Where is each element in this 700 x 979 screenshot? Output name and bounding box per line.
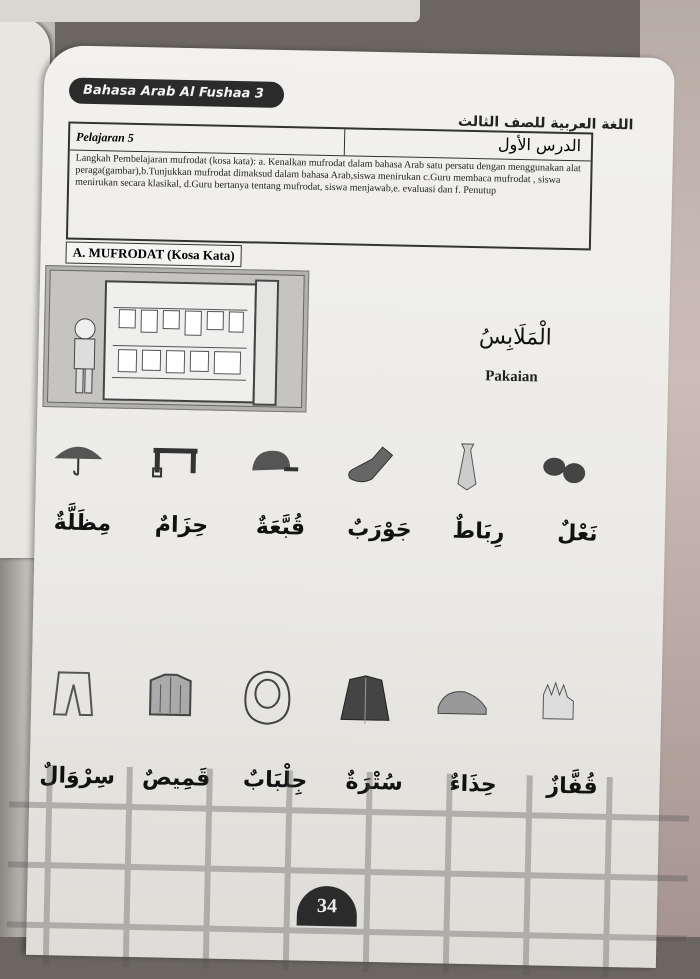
glove-icon (527, 675, 592, 732)
workbook-page (26, 45, 675, 968)
sock-icon (337, 436, 402, 493)
arabic-header: اللغة العربية للصف الثالث (458, 114, 634, 134)
word-sandals: نَعْلٌ (530, 520, 626, 547)
icon-row-2 (41, 665, 592, 733)
sandals-icon (532, 440, 597, 497)
shirt-icon (138, 667, 203, 724)
word-cap: قُبَّعَةٌ (233, 514, 329, 541)
top-paper (0, 0, 420, 22)
wardrobe-illustration (42, 265, 309, 412)
cap-icon (240, 434, 305, 491)
lesson-title: Pelajaran 5 (70, 124, 345, 156)
section-latin-title: Pakaian (485, 368, 538, 386)
word-jacket: سُتْرَةٌ (326, 769, 422, 796)
jacket-icon (332, 671, 397, 728)
decorative-pattern (6, 764, 690, 978)
word-shirt: قَمِيصٌ (128, 765, 224, 792)
necktie-icon (434, 438, 499, 495)
section-label: A. MUFRODAT (Kosa Kata) (65, 241, 241, 267)
trousers-icon (41, 665, 106, 722)
word-glove: قُفَّازٌ (524, 773, 620, 800)
section-arabic-title: الْمَلَابِسُ (479, 324, 552, 351)
word-row-1 (35, 510, 625, 547)
page-number: 34 (297, 885, 358, 926)
lesson-arabic-title: الدرس الأول (345, 129, 591, 160)
word-trousers: سِرْوَالٌ (29, 763, 125, 790)
shoe-icon (430, 673, 495, 730)
word-sock: جَوْرَبٌ (332, 516, 428, 543)
word-necktie: رِبَاطٌ (431, 518, 527, 545)
headscarf-icon (235, 669, 300, 726)
belt-icon (143, 432, 208, 489)
umbrella-icon (46, 430, 111, 487)
word-umbrella: مِظَلَّةٌ (35, 510, 131, 537)
lesson-steps: Langkah Pembelajaran mufrodat (kosa kata): a. Kenalkan mufrodat dalam bahasa Arab satu persatu dengan menggunakan alat peraga(gambar),b.Tunjukkan mufrodat dimaksud dalam bahasa Arab,siswa menirukan c.Guru membaca mufrodat , siswa menirukan secara klasikal, d.Guru bertanya tentang mufrodat, siswa menjawab,e. evaluasi dan f. Penutup (69, 151, 591, 202)
lesson-box (66, 122, 593, 251)
book-title-banner: Bahasa Arab Al Fushaa 3 (69, 78, 284, 108)
word-belt: حِزَامٌ (134, 512, 230, 539)
word-shoe: حِذَاءٌ (425, 771, 521, 798)
icon-row-1 (46, 430, 597, 498)
word-headscarf: جِلْبَابٌ (227, 767, 323, 794)
